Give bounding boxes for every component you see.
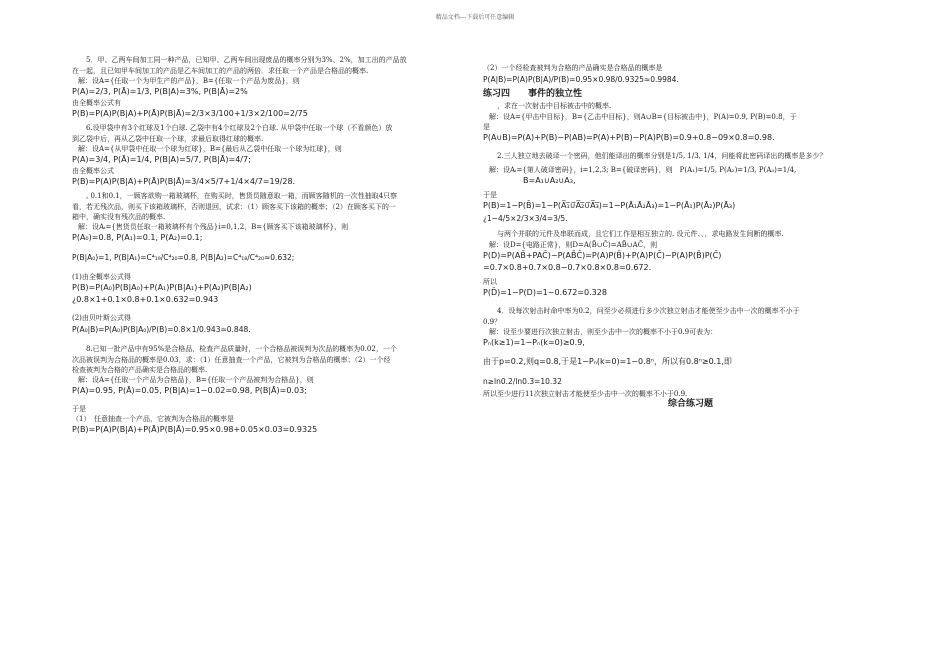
- q8-text-3: 检查被判为合格的产品确实是合格品的概率.: [72, 366, 208, 374]
- r-q4-formula-3: n≥ln0.2/ln0.3=10.32: [483, 377, 562, 386]
- q5-text-1: 5．甲、乙两车间加工同一种产品，已知甲、乙两车间出现废品的概率分别为3%、2%，加工出的产品放: [86, 56, 407, 64]
- q7-formula-2: P(B|A₀)=1, P(B|A₁)=C⁴₁₉/C⁴₂₀=0.8, P(B|A₂)=C⁴₁₈/C⁴₂₀≈0.632;: [72, 253, 295, 262]
- r-q4-text-1: 4．设每次射击时命中率为0.2，问至少必须进行多少次独立射击才能使至少击中一次的概率不小于: [497, 307, 800, 315]
- r-q2-so: 于是: [483, 191, 497, 199]
- r-q4-text-2: 0.9？: [483, 318, 502, 326]
- r-q2-solution: 解：设Aᵢ={第人破译密码}，i=1,2,3; B={破译密码}，则 P(A₁)=1/5, P(A₂)=1/3, P(A₃)=1/4,: [489, 166, 797, 174]
- r-q3-formula-1: P(D)=P(AB̄+PAC̄)−P(AB̄C̄)=P(A)P(B̄)+P(A)P(C̄)−P(A)P(B̄)P(C̄): [483, 251, 722, 260]
- r-q1-so: 是: [483, 123, 490, 131]
- q7-text-3: 箱中，确实没有残次品的概率.: [72, 213, 166, 221]
- q8-part-2: （2）一个经检查被判为合格的产品确实是合格品的概率是: [483, 64, 663, 72]
- r-q3-so: 所以: [483, 278, 497, 286]
- r-q1-formula: P(A∪B)=P(A)+P(B)−P(AB)=P(A)+P(B)−P(A)P(B)=0.9+0.8−09×0.8=0.98.: [483, 133, 775, 142]
- q8-text-1: 8.已知一批产品中有95%是合格品，检查产品质量时，一个合格品被误判为次品的概率为0.02，一个: [86, 345, 397, 353]
- q8-formula-2: P(B)=P(A)P(B|A)+P(Ā)P(B|Ā)=0.95×0.98+0.05×0.03=0.9325: [72, 425, 318, 434]
- r-q4-solution: 解：设至少要进行次独立射击，则至少击中一次的概率不小于0.9可表为：: [489, 328, 718, 336]
- q5-solution: 解：设A={任取一个为甲生产的产品}，B={任取一个产品为废品}，则: [78, 77, 300, 85]
- q7-solution: 解：设Aᵢ={售货员任取一箱玻璃杯有个残品}i=0,1,2，B={顾客买下该箱玻璃杯}，则: [78, 223, 349, 231]
- r-q1-text: ，求在一次射击中目标被击中的概率.: [497, 102, 612, 110]
- q5-formula-1: P(A)=2/3, P(Ā)=1/3, P(B|A)=3%, P(B|Ā)=2%: [72, 87, 248, 96]
- q7-formula-4: ¿0.8×1+0.1×0.8+0.1×0.632=0.943: [72, 295, 219, 304]
- q5-total-prob: 由全概率公式有: [72, 99, 121, 107]
- footer-title: 综合练习题: [667, 399, 713, 409]
- q7-part-1: (1)由全概率公式得: [72, 273, 131, 281]
- r-q4-formula-1: Pₙ(k≥1)=1−Pₙ(k=0)≥0.9,: [483, 338, 585, 347]
- q6-text-2: 到乙袋中后，再从乙袋中任取一个球，求最后取得红球的概率.: [72, 135, 264, 143]
- q5-text-2: 在一起，且已知甲车间加工的产品是乙车间加工的产品的两倍．求任取一个产品是合格品的概率.: [72, 67, 369, 75]
- q8-so: 于是: [72, 405, 86, 413]
- r-q2-formula-1: P(B)=1−P(B̄)=1−P(A̅₁̅∪̅A̅₂̅∪̅A̅₃̅)=1−P(Ā₁Ā₂Ā₃)=1−P(Ā₁)P(Ā₂)P(Ā₃): [483, 201, 736, 210]
- q6-formula-2: P(B)=P(A)P(B|A)+P(Ā)P(B|Ā)=3/4×5/7+1/4×4/7=19/28.: [72, 177, 296, 186]
- left-column: [72, 55, 462, 436]
- q7-formula-3: P(B)=P(A₀)P(B|A₀)+P(A₁)P(B|A₁)+P(A₂)P(B|A₂): [72, 283, 252, 292]
- q7-formula-5: P(A₀|B)=P(A₀)P(B|A₀)/P(B)=0.8×1/0.943≈0.848.: [72, 325, 251, 334]
- r-q4-formula-2: 由于p=0.2,则q=0.8,于是1−Pₙ(k=0)=1−0.8ⁿ，所以有0.8ⁿ≥0.1,即: [483, 357, 732, 366]
- r-q3-text: 与两个并联的元件及串联而成，且它们工作是相互独立的. 设元件、、，求电路发生间断的概率.: [497, 230, 784, 238]
- q8-part-1: （1） 任意抽查一个产品，它被判为合格品的概率是: [72, 415, 234, 423]
- r-q4-conclusion: 所以至少进行11次独立射击才能使至少击中一次的概率不小于0.9.: [483, 390, 688, 398]
- r-q3-formula-3: P(D̄)=1−P(D)=1−0.672=0.328: [483, 288, 607, 297]
- q8-formula-3: P(A|B)=P(A)P(B|A)/P(B)=0.95×0.98/0.9325≈0.9984.: [483, 75, 679, 84]
- page-header: 精品文档---下载后可任意编辑: [435, 14, 515, 21]
- r-q3-formula-2: =0.7×0.8+0.7×0.8−0.7×0.8×0.8=0.672.: [483, 263, 652, 272]
- r-q2-text: 2.三人独立地去破译一个密码，他们能译出的概率分别是1/5, 1/3, 1/4，问能将此密码译出的概率是多少？: [497, 152, 827, 160]
- q7-text-2: 看，若无残次品，则买下该箱玻璃杯，否则退回，试求：（1）顾客买下该箱的概率；（2）在顾客买下的一: [72, 203, 396, 211]
- q6-solution: 解：设A={从甲袋中任取一个球为红球}，B={最后从乙袋中任取一个球为红球}，则: [78, 145, 342, 153]
- r-q2-formula-2: ¿1−4/5×2/3×3/4=3/5.: [483, 214, 568, 223]
- q6-total-prob: 由全概率公式: [72, 167, 114, 175]
- q7-formula-1: P(A₀)=0.8, P(A₁)=0.1, P(A₂)=0.1;: [72, 233, 203, 242]
- q6-text-1: 6.设甲袋中有3个红球及1个白球. 乙袋中有4个红球及2个白球. 从甲袋中任取一个球（不看颜色）放: [86, 124, 393, 132]
- q8-solution: 解：设A={任取一个产品为合格品}，B={任取一个产品被判为合格品}，则: [78, 376, 314, 384]
- right-column: [483, 63, 868, 409]
- q8-text-2: 次品被误判为合格品的概率是0.03，求：（1）任意抽查一个产品，它被判为合格品的概率；（2）一个经: [72, 356, 391, 364]
- r-q2-formula-0: B=A₁∪A₂∪A₃,: [523, 176, 576, 185]
- q6-formula-1: P(A)=3/4, P(Ā)=1/4, P(B|A)=5/7, P(B|Ā)=4/7;: [72, 155, 251, 164]
- q5-formula-2: P(B)=P(A)P(B|A)+P(Ā)P(B|Ā)=2/3×3/100+1/3×2/100=2/75: [72, 109, 308, 118]
- q7-text-1: , 0.1和0.1，一顾客欲购一箱玻璃杯，在购买时，售货员随意取一箱，而顾客随机的一次性抽取4只察: [86, 192, 398, 200]
- q8-formula-1: P(A)=0.95, P(Ā)=0.05, P(B|A)=1−0.02=0.98, P(B|Ā)=0.03;: [72, 386, 307, 395]
- r-q3-solution: 解：设D={电路正常}，则D=A(B̄∪C̄)=AB̄∪AC̄，则: [489, 241, 658, 249]
- section-title: 练习四 事件的独立性: [483, 89, 583, 99]
- q7-part-2: (2)由贝叶斯公式得: [72, 314, 131, 322]
- r-q1-solution: 解：设A={甲击中目标}，B={乙击中目标}，则A∪B={目标被击中}，P(A)=0.9, P(B)=0.8，于: [489, 113, 797, 121]
